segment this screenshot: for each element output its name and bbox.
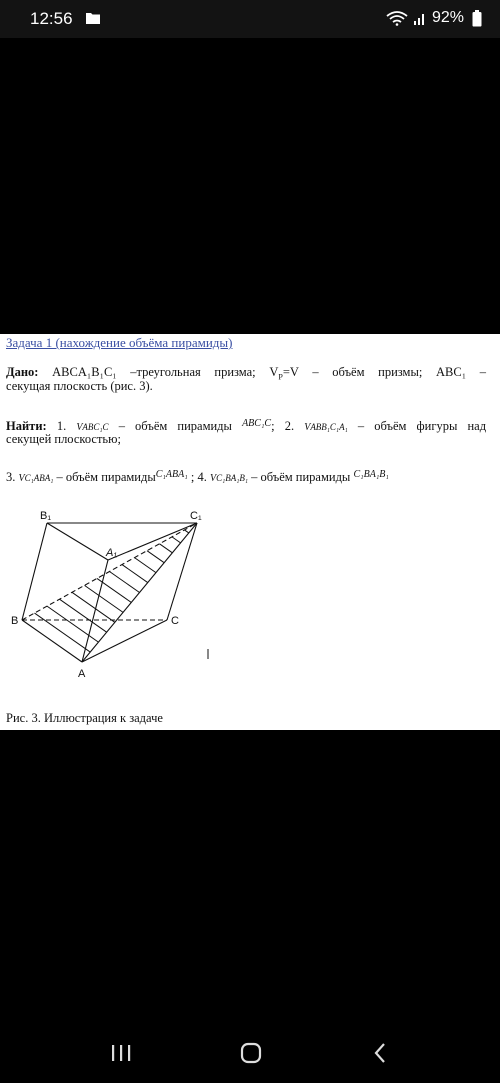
hatch-line xyxy=(122,565,148,583)
find-1-sub: ABC₁C xyxy=(82,422,109,432)
find-3-math: V xyxy=(18,473,25,484)
hatch-line xyxy=(185,530,189,533)
find-3-text: – объём пирамиды xyxy=(56,470,156,484)
given-label: Дано: xyxy=(6,365,39,379)
hatch-line xyxy=(172,537,181,543)
hatch-line xyxy=(85,585,124,612)
folder-icon xyxy=(86,12,100,24)
hatch-line xyxy=(147,551,164,563)
given-text: ABCA₁B₁C₁ –треугольная призма; V xyxy=(52,365,279,379)
find-1-num: 1. xyxy=(56,419,67,433)
recent-apps-icon[interactable] xyxy=(106,1040,136,1066)
find-line-2: секущей плоскостью; xyxy=(6,432,121,446)
find-1-math: V xyxy=(76,422,83,433)
label-c: C xyxy=(171,615,179,627)
find-4-math: V xyxy=(209,473,217,484)
find-line-3 xyxy=(6,468,389,486)
find-3-num: 3. xyxy=(6,470,16,484)
edge-b1a1 xyxy=(47,523,108,560)
wifi-icon xyxy=(386,10,408,26)
label-b1: B₁ xyxy=(40,510,52,522)
hatch-line xyxy=(110,572,140,593)
label-a: A xyxy=(78,668,86,680)
edge-ac xyxy=(82,620,167,662)
given-line-2: секущая плоскость (рис. 3). xyxy=(6,379,153,393)
find-label: Найти: xyxy=(6,419,47,433)
find-2-num: ; 2. xyxy=(271,419,295,433)
back-icon[interactable] xyxy=(366,1040,396,1066)
document-image xyxy=(0,334,500,730)
home-icon[interactable] xyxy=(236,1040,266,1066)
find-2-math: V xyxy=(304,422,311,433)
task-title: Задача 1 (нахождение объёма пирамиды) xyxy=(6,335,233,350)
hatch-line xyxy=(60,599,107,632)
edge-bc1-hidden xyxy=(22,523,197,620)
find-4-text: – объём пирамиды xyxy=(251,470,351,484)
given-text-rest: =V – объём призмы; ABC₁ – xyxy=(282,365,487,379)
find-2-sub: ABB₁C₁A₁ xyxy=(310,422,348,432)
find-4-num: ; 4. xyxy=(190,470,207,484)
label-b: B xyxy=(11,615,19,627)
edge-ab xyxy=(22,620,82,662)
find-3-sub: C₁ABA₁ xyxy=(24,473,54,483)
find-4-pyramid: C₁BA₁B₁ xyxy=(353,469,389,480)
signal-icon xyxy=(413,11,427,25)
battery-icon xyxy=(472,10,482,27)
given-sub: P xyxy=(278,372,283,382)
hatch-line xyxy=(135,558,156,573)
label-a1: A₁ xyxy=(106,547,117,559)
prism-figure xyxy=(0,499,500,699)
hatch-line xyxy=(160,544,173,553)
find-2-text: – объём фигуры над xyxy=(357,419,487,433)
hatch-line xyxy=(47,606,98,642)
status-right-group xyxy=(386,9,482,27)
status-time: 12:56 xyxy=(30,9,73,28)
hatch-line xyxy=(35,613,91,652)
navigation-bar xyxy=(0,1030,500,1083)
status-bar xyxy=(0,0,500,38)
figure-caption: Рис. 3. Иллюстрация к задаче xyxy=(6,711,163,725)
edge-bb1 xyxy=(22,523,47,620)
find-1-text: – объём пирамиды xyxy=(118,419,232,433)
battery-percent: 92% xyxy=(431,9,464,26)
find-3-pyramid: C₁ABA₁ xyxy=(155,469,188,480)
find-4-sub: C₁BA₁B₁ xyxy=(216,473,248,483)
find-1-pyramid: ABC₁C xyxy=(242,418,272,429)
label-c1: C₁ xyxy=(190,510,202,522)
